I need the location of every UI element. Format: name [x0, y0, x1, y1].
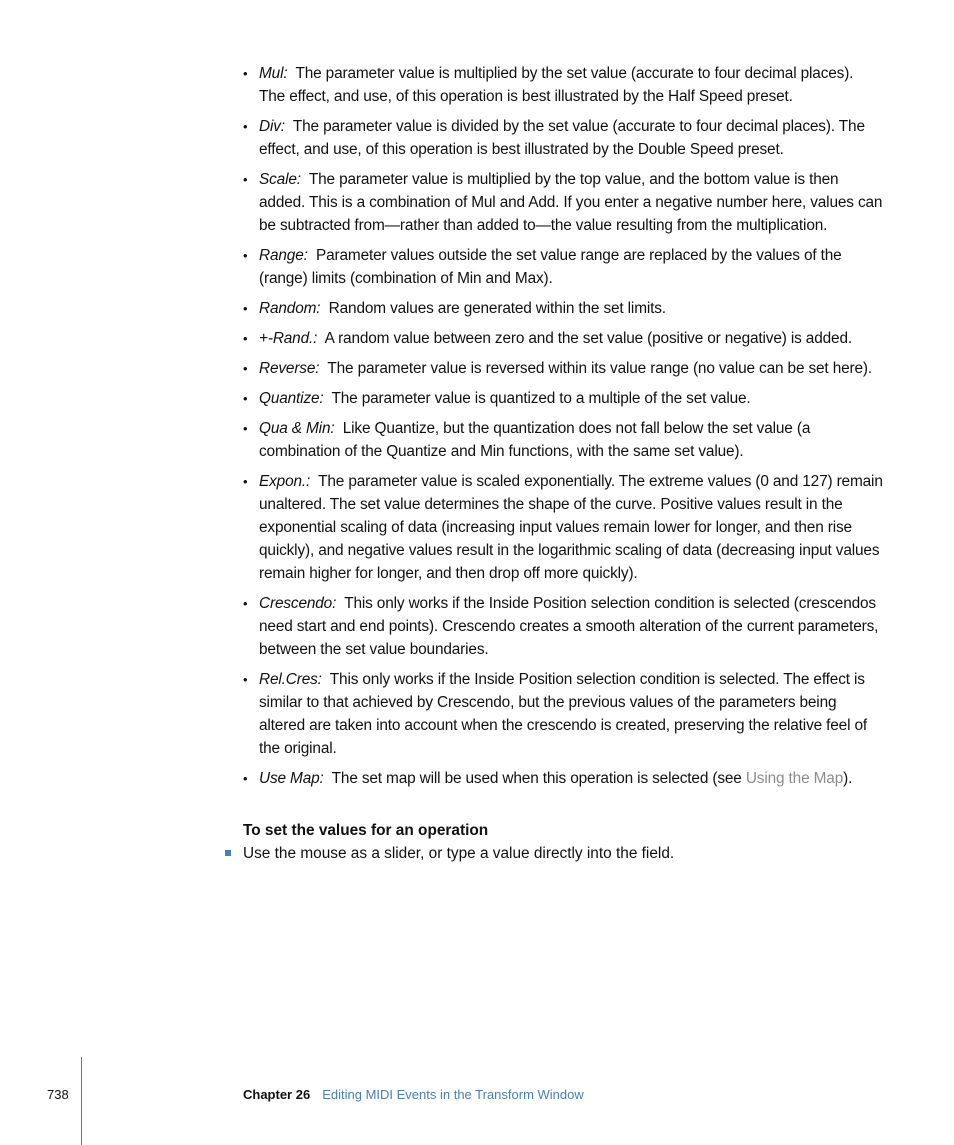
desc-plus-minus-rand: A random value between zero and the set value (positive or negative) is added. — [324, 330, 852, 347]
term-mul: Mul: — [259, 65, 288, 82]
bullet-icon: • — [243, 672, 248, 687]
bullet-icon: • — [243, 301, 248, 316]
chapter-title: Editing MIDI Events in the Transform Window — [322, 1087, 584, 1102]
list-item-mul — [243, 62, 883, 108]
bullet-icon: • — [243, 331, 248, 346]
footer-chapter — [243, 1087, 584, 1102]
list-item-qua-min — [243, 417, 883, 463]
term-expon: Expon.: — [259, 473, 311, 490]
list-item-quantize — [243, 387, 883, 410]
list-item-scale — [243, 168, 883, 237]
term-scale: Scale: — [259, 171, 301, 188]
list-item-rel-cres — [243, 668, 883, 760]
desc-rel-cres: This only works if the Inside Position selection condition is selected. The effect is similar to that achieved by Crescendo, but the previous values of the parameters being altered are taken into account when the crescendo is created, preserving the relative feel of the original. — [259, 671, 868, 757]
term-reverse: Reverse: — [259, 360, 320, 377]
footer-divider — [81, 1057, 82, 1145]
desc-expon: The parameter value is scaled exponentially. The extreme values (0 and 127) remain unaltered. The set value determines the shape of the curve. Positive values result in the exponential scaling of data (increasing input values remain lower for longer, and then rise quickly), and negative values result in the logarithmic scaling of data (decreasing input values remain higher for longer, and then drop off more quickly). — [259, 473, 883, 582]
desc-use-map-end: ). — [843, 770, 853, 787]
desc-qua-min: Like Quantize, but the quantization does not fall below the set value (a combination of the Quantize and Min functions, with the same set value). — [259, 420, 811, 460]
list-item-crescendo — [243, 592, 883, 661]
list-item-range — [243, 244, 883, 290]
desc-crescendo: This only works if the Inside Position selection condition is selected (crescendos need start and end points). Crescendo creates a smooth alteration of the current parameters, between the set value boundaries. — [259, 595, 879, 658]
term-plus-minus-rand: +-Rand.: — [259, 330, 318, 347]
using-the-map-link[interactable]: Using the Map — [745, 770, 844, 787]
desc-div: The parameter value is divided by the set value (accurate to four decimal places). The effect, and use, of this operation is best illustrated by the Double Speed preset. — [259, 118, 865, 158]
desc-random: Random values are generated within the set limits. — [328, 300, 666, 317]
bullet-icon: • — [243, 391, 248, 406]
list-item-reverse — [243, 357, 883, 380]
list-item-expon — [243, 470, 883, 585]
bullet-icon: • — [243, 172, 248, 187]
bullet-icon: • — [243, 361, 248, 376]
list-item-div — [243, 115, 883, 161]
bullet-icon: • — [243, 66, 248, 81]
list-item-random — [243, 297, 883, 320]
desc-reverse: The parameter value is reversed within its value range (no value can be set here). — [327, 360, 872, 377]
operation-list — [243, 62, 883, 790]
desc-mul: The parameter value is multiplied by the set value (accurate to four decimal places). The effect, and use, of this operation is best illustrated by the Half Speed preset. — [259, 65, 854, 105]
desc-use-map: The set map will be used when this operation is selected (see — [331, 770, 746, 787]
bullet-icon: • — [243, 421, 248, 436]
chapter-label: Chapter 26 — [243, 1087, 311, 1102]
term-range: Range: — [259, 247, 308, 264]
term-qua-min: Qua & Min: — [259, 420, 335, 437]
desc-range: Parameter values outside the set value range are replaced by the values of the (range) limits (combination of Min and Max). — [259, 247, 842, 287]
term-use-map: Use Map: — [259, 770, 324, 787]
procedure-heading: To set the values for an operation — [243, 822, 489, 839]
bullet-icon: • — [243, 248, 248, 263]
bullet-icon: • — [243, 771, 248, 786]
term-quantize: Quantize: — [259, 390, 324, 407]
bullet-icon: • — [243, 119, 248, 134]
term-random: Random: — [259, 300, 321, 317]
term-div: Div: — [259, 118, 285, 135]
procedure-step-text: Use the mouse as a slider, or type a value directly into the field. — [243, 845, 675, 862]
square-bullet-icon — [225, 850, 231, 856]
list-item-use-map — [243, 767, 883, 790]
term-crescendo: Crescendo: — [259, 595, 337, 612]
page-content — [243, 62, 883, 865]
page-number: 738 — [47, 1087, 69, 1102]
procedure-step — [243, 842, 883, 865]
bullet-icon: • — [243, 596, 248, 611]
term-rel-cres: Rel.Cres: — [259, 671, 322, 688]
desc-scale: The parameter value is multiplied by the top value, and the bottom value is then added. This is a combination of Mul and Add. If you enter a negative number here, values can be subtracted from—rather than added to—the value resulting from the multiplication. — [259, 171, 883, 234]
desc-quantize: The parameter value is quantized to a multiple of the set value. — [331, 390, 751, 407]
bullet-icon: • — [243, 474, 248, 489]
list-item-plus-minus-rand — [243, 327, 883, 350]
